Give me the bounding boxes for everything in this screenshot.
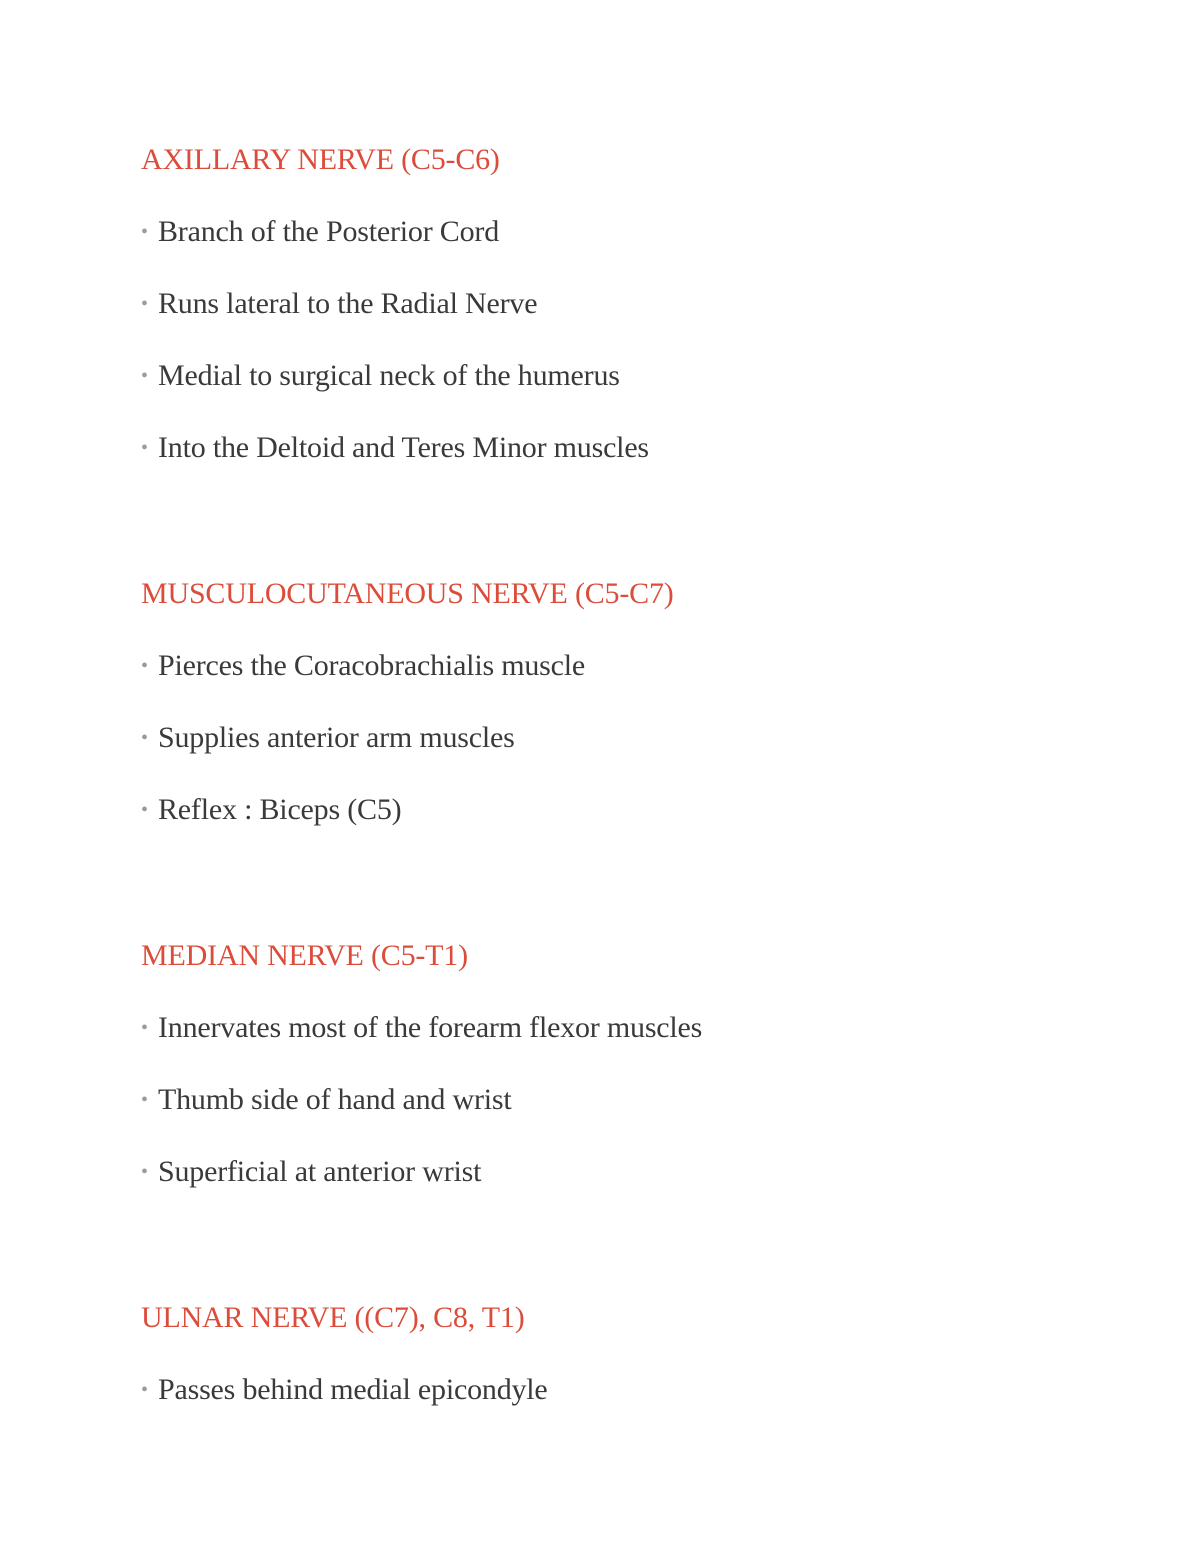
- bullet-icon: •: [141, 655, 148, 677]
- list-item-text: Pierces the Coracobrachialis muscle: [158, 649, 586, 682]
- list-item: [141, 718, 1141, 758]
- section-heading: MEDIAN NERVE (C5-T1): [141, 939, 468, 972]
- list-item: [141, 1008, 1141, 1048]
- list-item-text: Innervates most of the forearm flexor muscles: [158, 1011, 703, 1044]
- bullet-icon: •: [141, 221, 148, 243]
- section-musculocutaneous-nerve: [141, 574, 1141, 830]
- list-item: [141, 212, 1141, 252]
- list-item: [141, 284, 1141, 324]
- bullet-icon: •: [141, 293, 148, 315]
- section-median-nerve: [141, 936, 1141, 1192]
- bullet-icon: •: [141, 1017, 148, 1039]
- bullet-icon: •: [141, 727, 148, 749]
- list-item-text: Reflex : Biceps (C5): [158, 793, 402, 826]
- list-item: [141, 428, 1141, 468]
- bullet-icon: •: [141, 365, 148, 387]
- list-item-text: Thumb side of hand and wrist: [158, 1083, 512, 1116]
- list-item-text: Runs lateral to the Radial Nerve: [158, 287, 538, 320]
- section-heading: MUSCULOCUTANEOUS NERVE (C5-C7): [141, 577, 674, 610]
- bullet-icon: •: [141, 1379, 148, 1401]
- list-item: [141, 646, 1141, 686]
- section-ulnar-nerve: [141, 1298, 1141, 1410]
- list-item-text: Branch of the Posterior Cord: [158, 215, 499, 248]
- list-item-text: Medial to surgical neck of the humerus: [158, 359, 620, 392]
- bullet-list: [141, 646, 1141, 830]
- bullet-list: [141, 1370, 1141, 1410]
- list-item: [141, 790, 1141, 830]
- list-item: [141, 1370, 1141, 1410]
- section-heading: AXILLARY NERVE (C5-C6): [141, 143, 500, 176]
- section-heading: ULNAR NERVE ((C7), C8, T1): [141, 1301, 525, 1334]
- list-item: [141, 1080, 1141, 1120]
- list-item-text: Into the Deltoid and Teres Minor muscles: [158, 431, 649, 464]
- section-axillary-nerve: [141, 140, 1141, 468]
- list-item: [141, 1152, 1141, 1192]
- list-item-text: Supplies anterior arm muscles: [158, 721, 515, 754]
- bullet-icon: •: [141, 1089, 148, 1111]
- bullet-icon: •: [141, 437, 148, 459]
- bullet-icon: •: [141, 799, 148, 821]
- document-page: [141, 140, 1141, 1410]
- list-item-text: Superficial at anterior wrist: [158, 1155, 482, 1188]
- list-item: [141, 356, 1141, 396]
- bullet-list: [141, 1008, 1141, 1192]
- bullet-icon: •: [141, 1161, 148, 1183]
- list-item-text: Passes behind medial epicondyle: [158, 1373, 548, 1406]
- bullet-list: [141, 212, 1141, 468]
